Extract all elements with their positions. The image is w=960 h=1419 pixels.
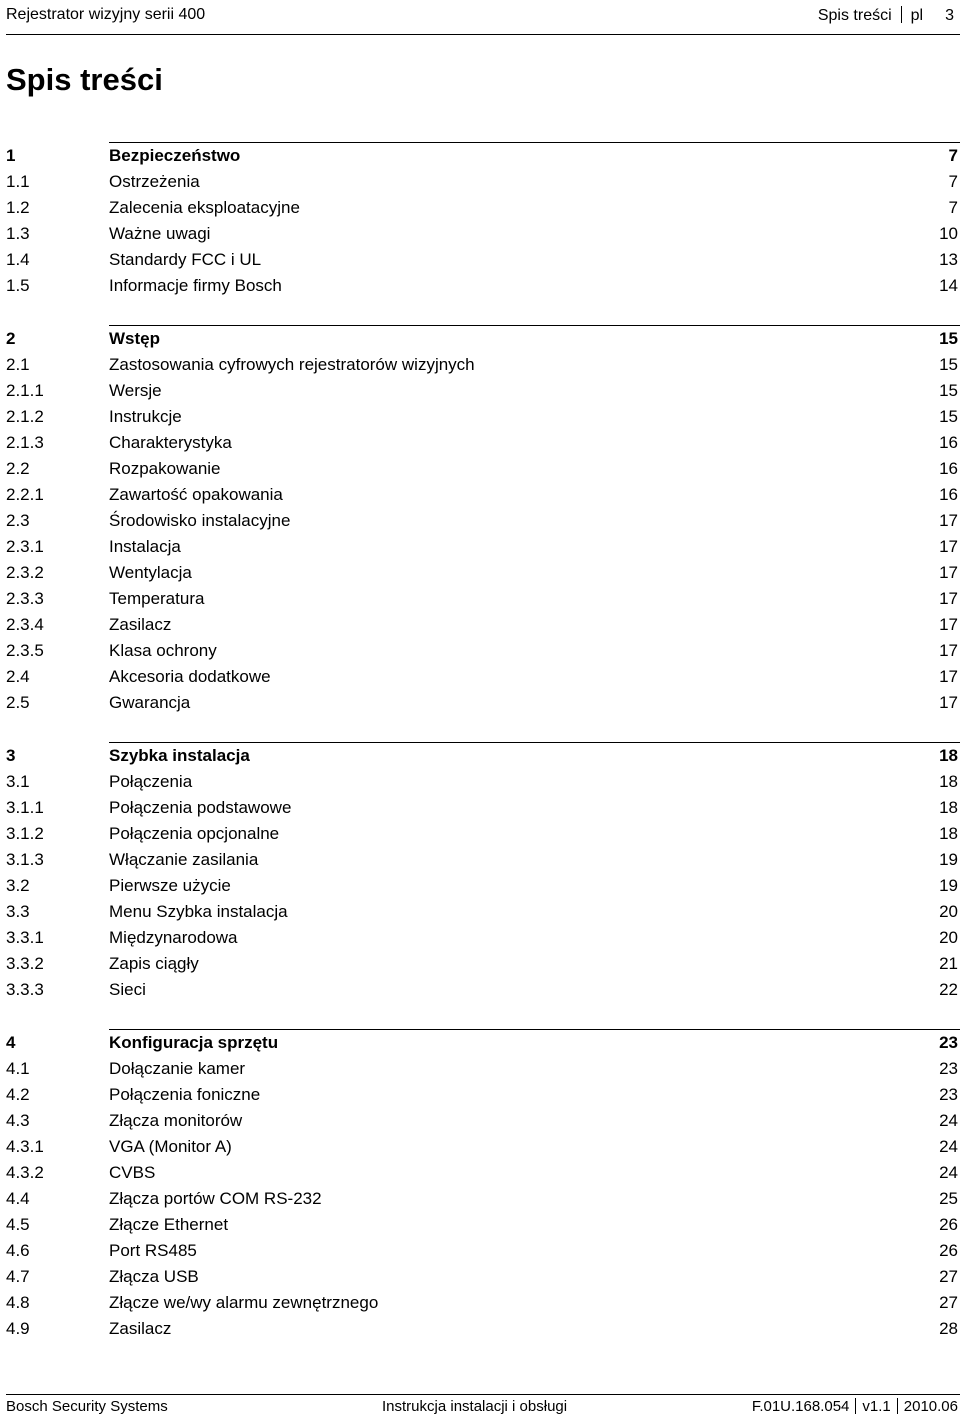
toc-entry-title: Dołączanie kamer bbox=[109, 1059, 246, 1078]
header-right bbox=[818, 6, 954, 25]
toc-entry-number: 2.1.3 bbox=[6, 433, 44, 452]
toc-entry-title: Połączenia bbox=[109, 772, 193, 791]
toc-entry[interactable] bbox=[6, 1160, 960, 1186]
toc-entry[interactable] bbox=[6, 1108, 960, 1134]
toc-entry-number: 1.5 bbox=[6, 276, 30, 295]
toc-entry-title: Zapis ciągły bbox=[109, 954, 199, 973]
toc-entry-title: Połączenia opcjonalne bbox=[109, 824, 280, 843]
toc-entry-title: Zawartość opakowania bbox=[109, 485, 283, 504]
toc-entry-title: Złącza portów COM RS-232 bbox=[109, 1189, 322, 1208]
toc-entry-title: Instrukcje bbox=[109, 407, 182, 426]
toc-entry-number: 2.3.1 bbox=[6, 537, 44, 556]
toc-entry-number: 3.3.1 bbox=[6, 928, 44, 947]
toc-entry-number: 4.1 bbox=[6, 1059, 30, 1078]
toc-entry-page: 16 bbox=[939, 485, 958, 504]
toc-entry[interactable] bbox=[6, 508, 960, 534]
toc-entry-title: Bezpieczeństwo bbox=[109, 146, 241, 165]
toc-entry-page: 18 bbox=[939, 798, 958, 817]
toc-entry-title: Rozpakowanie bbox=[109, 459, 221, 478]
toc-entry-page: 24 bbox=[939, 1163, 958, 1182]
toc-entry-page: 15 bbox=[939, 407, 958, 426]
toc-entry[interactable] bbox=[6, 1238, 960, 1264]
toc-entry-page: 17 bbox=[939, 641, 958, 660]
toc-entry[interactable] bbox=[6, 221, 960, 247]
toc-entry-number: 2.3.4 bbox=[6, 615, 44, 634]
toc-entry-page: 18 bbox=[939, 824, 958, 843]
toc-entry-title: Złącze we/wy alarmu zewnętrznego bbox=[109, 1293, 379, 1312]
footer-version: v1.1 bbox=[862, 1398, 891, 1415]
toc-entry-number: 1.4 bbox=[6, 250, 30, 269]
toc-entry[interactable] bbox=[6, 560, 960, 586]
toc-entry-title: Port RS485 bbox=[109, 1241, 197, 1260]
toc-chapter bbox=[6, 1029, 960, 1342]
page-header bbox=[6, 0, 960, 35]
toc-entry-page: 17 bbox=[939, 511, 958, 530]
toc-entry[interactable] bbox=[6, 1056, 960, 1082]
table-of-contents bbox=[6, 142, 960, 1368]
toc-entry-page: 20 bbox=[939, 902, 958, 921]
toc-entry-page: 17 bbox=[939, 615, 958, 634]
toc-entry[interactable] bbox=[6, 247, 960, 273]
toc-entry[interactable] bbox=[6, 1082, 960, 1108]
toc-entry-page: 10 bbox=[939, 224, 958, 243]
toc-entry[interactable] bbox=[6, 482, 960, 508]
toc-entry-title: Wentylacja bbox=[109, 563, 192, 582]
toc-entry[interactable] bbox=[6, 951, 960, 977]
header-page-number: 3 bbox=[945, 7, 954, 24]
toc-entry-title: CVBS bbox=[109, 1163, 156, 1182]
toc-entry[interactable] bbox=[6, 873, 960, 899]
toc-entry-page: 26 bbox=[939, 1241, 958, 1260]
toc-entry[interactable] bbox=[6, 795, 960, 821]
toc-entry-page: 16 bbox=[939, 459, 958, 478]
toc-entry-page: 24 bbox=[939, 1111, 958, 1130]
toc-entry-page: 25 bbox=[939, 1189, 958, 1208]
toc-entry-title: Połączenia podstawowe bbox=[109, 798, 292, 817]
toc-entry-number: 4.4 bbox=[6, 1189, 30, 1208]
toc-entry-title: VGA (Monitor A) bbox=[109, 1137, 232, 1156]
toc-entry-page: 20 bbox=[939, 928, 958, 947]
toc-entry-title: Instalacja bbox=[109, 537, 181, 556]
toc-entry-number: 3.3.3 bbox=[6, 980, 44, 999]
toc-entry[interactable] bbox=[6, 1264, 960, 1290]
footer-date: 2010.06 bbox=[903, 1398, 958, 1415]
toc-entry-page: 17 bbox=[939, 693, 958, 712]
toc-entry[interactable] bbox=[6, 169, 960, 195]
toc-entry-title: Pierwsze użycie bbox=[109, 876, 231, 895]
toc-entry[interactable] bbox=[6, 195, 960, 221]
toc-entry-title: Menu Szybka instalacja bbox=[109, 902, 288, 921]
toc-entry-page: 17 bbox=[939, 667, 958, 686]
toc-entry-number: 1 bbox=[6, 146, 16, 165]
toc-entry-page: 23 bbox=[939, 1085, 958, 1104]
toc-entry-title: Szybka instalacja bbox=[109, 746, 250, 765]
toc-entry-title: Połączenia foniczne bbox=[109, 1085, 261, 1104]
toc-entry-number: 2.4 bbox=[6, 667, 30, 686]
toc-entry-title: Gwarancja bbox=[109, 693, 191, 712]
toc-entry[interactable] bbox=[6, 847, 960, 873]
toc-entry-page: 7 bbox=[948, 146, 958, 165]
toc-entry-number: 4.2 bbox=[6, 1085, 30, 1104]
page-title: Spis treści bbox=[6, 62, 163, 97]
toc-entry-number: 3.1 bbox=[6, 772, 30, 791]
toc-entry-page: 7 bbox=[948, 172, 958, 191]
footer-doc-info bbox=[752, 1398, 958, 1415]
toc-entry-number: 3.1.1 bbox=[6, 798, 44, 817]
toc-entry-number: 4.5 bbox=[6, 1215, 30, 1234]
toc-entry-number: 2.1.2 bbox=[6, 407, 44, 426]
toc-entry-number: 3 bbox=[6, 746, 16, 765]
toc-entry[interactable] bbox=[6, 352, 960, 378]
toc-entry[interactable] bbox=[6, 638, 960, 664]
toc-entry-title: Informacje firmy Bosch bbox=[109, 276, 282, 295]
toc-chapter bbox=[6, 742, 960, 1003]
toc-entry-title: Akcesoria dodatkowe bbox=[109, 667, 271, 686]
toc-entry-title: Środowisko instalacyjne bbox=[109, 511, 291, 530]
toc-entry[interactable] bbox=[6, 899, 960, 925]
toc-entry-number: 2.5 bbox=[6, 693, 30, 712]
toc-entry-title: Konfiguracja sprzętu bbox=[109, 1033, 279, 1052]
toc-entry-page: 23 bbox=[939, 1033, 958, 1052]
page-footer bbox=[6, 1394, 960, 1419]
toc-entry-number: 3.1.2 bbox=[6, 824, 44, 843]
toc-entry-number: 2 bbox=[6, 329, 16, 348]
toc-entry[interactable] bbox=[6, 1134, 960, 1160]
toc-entry-number: 3.3.2 bbox=[6, 954, 44, 973]
toc-entry-title: Złącza monitorów bbox=[109, 1111, 243, 1130]
toc-entry[interactable] bbox=[6, 273, 960, 299]
footer-divider bbox=[897, 1398, 898, 1414]
toc-entry-number: 2.3.5 bbox=[6, 641, 44, 660]
toc-entry-title: Temperatura bbox=[109, 589, 205, 608]
toc-entry-number: 4.3 bbox=[6, 1111, 30, 1130]
toc-entry-page: 27 bbox=[939, 1267, 958, 1286]
toc-entry-title: Standardy FCC i UL bbox=[109, 250, 262, 269]
toc-entry-number: 4.3.1 bbox=[6, 1137, 44, 1156]
toc-entry-page: 19 bbox=[939, 876, 958, 895]
toc-entry[interactable] bbox=[6, 430, 960, 456]
toc-entry[interactable] bbox=[6, 1212, 960, 1238]
toc-entry-page: 27 bbox=[939, 1293, 958, 1312]
toc-entry[interactable] bbox=[6, 1290, 960, 1316]
toc-entry-page: 24 bbox=[939, 1137, 958, 1156]
toc-entry-number: 1.2 bbox=[6, 198, 30, 217]
toc-entry-title: Międzynarodowa bbox=[109, 928, 238, 947]
toc-entry-number: 4.9 bbox=[6, 1319, 30, 1338]
header-divider bbox=[901, 6, 902, 23]
toc-entry-number: 2.2.1 bbox=[6, 485, 44, 504]
toc-entry-title: Zalecenia eksploatacyjne bbox=[109, 198, 300, 217]
toc-entry[interactable] bbox=[6, 612, 960, 638]
toc-entry[interactable] bbox=[6, 1316, 960, 1342]
toc-entry-page: 18 bbox=[939, 772, 958, 791]
toc-chapter-heading[interactable] bbox=[6, 143, 960, 169]
toc-entry-title: Włączanie zasilania bbox=[109, 850, 259, 869]
footer-doc-type: Instrukcja instalacji i obsługi bbox=[382, 1398, 568, 1415]
toc-entry-title: Ostrzeżenia bbox=[109, 172, 200, 191]
toc-entry[interactable] bbox=[6, 977, 960, 1003]
toc-chapter-heading[interactable] bbox=[6, 1030, 960, 1056]
toc-entry-number: 4.6 bbox=[6, 1241, 30, 1260]
toc-entry[interactable] bbox=[6, 925, 960, 951]
toc-entry-number: 2.3.3 bbox=[6, 589, 44, 608]
toc-entry-page: 16 bbox=[939, 433, 958, 452]
toc-entry-number: 1.3 bbox=[6, 224, 30, 243]
toc-entry-number: 3.2 bbox=[6, 876, 30, 895]
toc-entry-number: 4.3.2 bbox=[6, 1163, 44, 1182]
toc-entry-title: Zasilacz bbox=[109, 1319, 172, 1338]
toc-chapter-heading[interactable] bbox=[6, 743, 960, 769]
toc-entry[interactable] bbox=[6, 821, 960, 847]
toc-entry-page: 23 bbox=[939, 1059, 958, 1078]
toc-entry[interactable] bbox=[6, 1186, 960, 1212]
toc-chapter bbox=[6, 142, 960, 299]
footer-company: Bosch Security Systems bbox=[6, 1398, 168, 1415]
toc-entry-number: 4.7 bbox=[6, 1267, 30, 1286]
toc-entry-page: 15 bbox=[939, 381, 958, 400]
toc-entry-page: 21 bbox=[939, 954, 958, 973]
toc-entry-title: Charakterystyka bbox=[109, 433, 232, 452]
toc-entry-number: 1.1 bbox=[6, 172, 30, 191]
toc-entry-page: 28 bbox=[939, 1319, 958, 1338]
header-section: Spis treści bbox=[817, 7, 892, 24]
toc-entry-title: Klasa ochrony bbox=[109, 641, 217, 660]
toc-entry-title: Zastosowania cyfrowych rejestratorów wizyjnych bbox=[109, 355, 475, 374]
toc-entry-page: 17 bbox=[939, 563, 958, 582]
toc-entry-number: 2.3.2 bbox=[6, 563, 44, 582]
toc-entry-page: 7 bbox=[948, 198, 958, 217]
toc-entry-title: Złącza USB bbox=[109, 1267, 199, 1286]
toc-chapter bbox=[6, 325, 960, 716]
toc-entry-number: 4 bbox=[6, 1033, 16, 1052]
toc-entry[interactable] bbox=[6, 664, 960, 690]
toc-entry-number: 3.1.3 bbox=[6, 850, 44, 869]
toc-entry-title: Ważne uwagi bbox=[109, 224, 211, 243]
toc-entry[interactable] bbox=[6, 534, 960, 560]
toc-entry-page: 22 bbox=[939, 980, 958, 999]
footer-doc-code: F.01U.168.054 bbox=[751, 1398, 850, 1415]
toc-entry-number: 2.1.1 bbox=[6, 381, 44, 400]
toc-entry[interactable] bbox=[6, 769, 960, 795]
toc-entry[interactable] bbox=[6, 456, 960, 482]
toc-entry-page: 18 bbox=[939, 746, 958, 765]
toc-entry-number: 3.3 bbox=[6, 902, 30, 921]
toc-entry[interactable] bbox=[6, 690, 960, 716]
toc-entry-page: 19 bbox=[939, 850, 958, 869]
toc-entry-page: 15 bbox=[939, 355, 958, 374]
toc-entry-title: Wstęp bbox=[109, 329, 160, 348]
header-doc-title: Rejestrator wizyjny serii 400 bbox=[6, 6, 206, 23]
toc-entry-number: 4.8 bbox=[6, 1293, 30, 1312]
toc-entry-page: 26 bbox=[939, 1215, 958, 1234]
toc-entry[interactable] bbox=[6, 404, 960, 430]
toc-entry-page: 13 bbox=[939, 250, 958, 269]
toc-entry-page: 14 bbox=[939, 276, 958, 295]
toc-entry-number: 2.1 bbox=[6, 355, 30, 374]
toc-entry-page: 17 bbox=[939, 537, 958, 556]
toc-entry-title: Złącze Ethernet bbox=[109, 1215, 229, 1234]
toc-entry[interactable] bbox=[6, 586, 960, 612]
toc-entry-page: 15 bbox=[939, 329, 958, 348]
toc-entry-number: 2.2 bbox=[6, 459, 30, 478]
toc-entry-page: 17 bbox=[939, 589, 958, 608]
toc-entry-title: Zasilacz bbox=[109, 615, 172, 634]
toc-entry-number: 2.3 bbox=[6, 511, 30, 530]
toc-entry-title: Sieci bbox=[109, 980, 146, 999]
header-language: pl bbox=[910, 7, 924, 24]
toc-entry[interactable] bbox=[6, 378, 960, 404]
toc-entry-title: Wersje bbox=[109, 381, 162, 400]
toc-chapter-heading[interactable] bbox=[6, 326, 960, 352]
footer-divider bbox=[855, 1398, 856, 1414]
